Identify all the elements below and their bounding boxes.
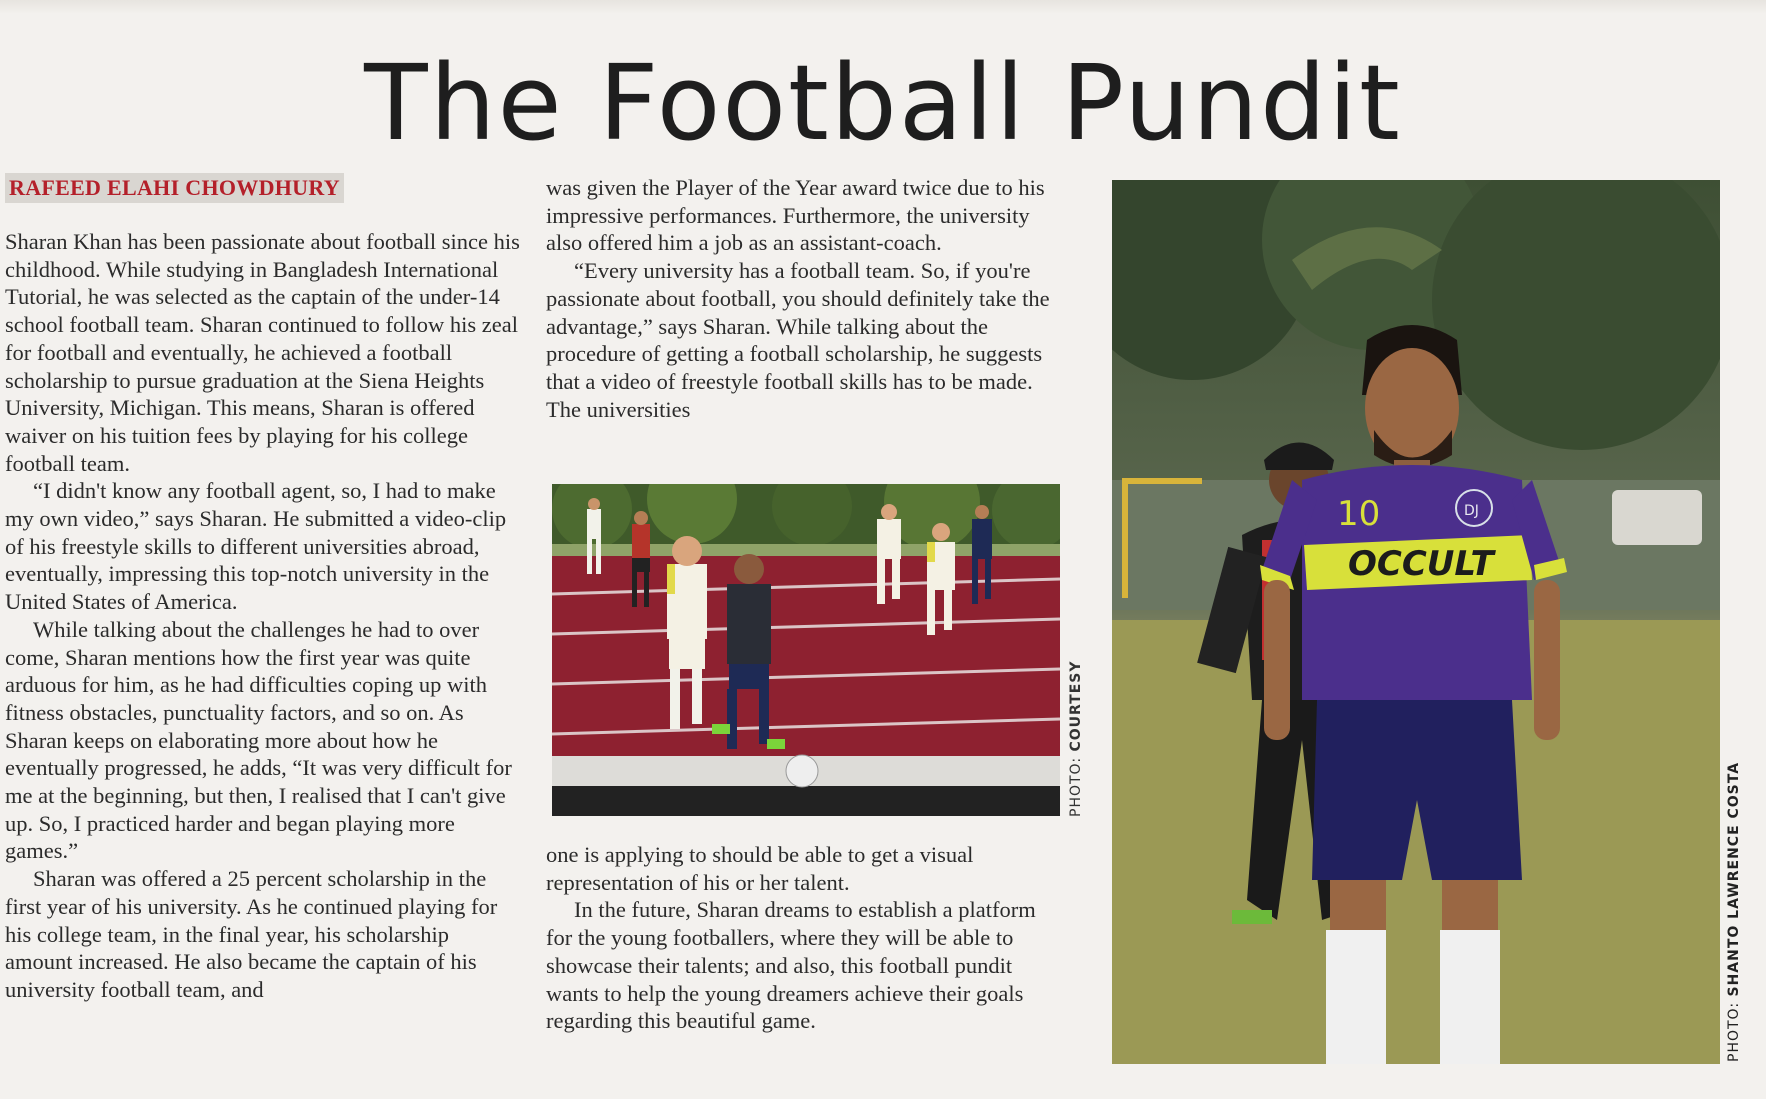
paragraph: While talking about the challenges he had to over come, Sharan mentions how the first year was quite arduous for him, as he had difficulties coping up with fitness obstacles, punctuality factors, and so on. As Sharan keeps on elaborating more about how he eventually progressed, he adds, “It was very difficult for me at the beginning, but then, I realised that I can't give up. So, I practiced harder and began playing more games.” [5, 616, 512, 864]
paragraph: “Every university has a football team. So, if you're passionate about football, you should definitely take the advantage,” says Sharan. While talking about the procedure of getting a football scholarship, he suggests that a video of freestyle football skills has to be made. The universities [546, 258, 1050, 422]
paragraph: Sharan Khan has been passionate about football since his childhood. While studying in Bangladesh International Tutorial, he was selected as the captain of the under-14 school football team. Sharan continued to follow his zeal for football and eventually, he achieved a football scholarship to pursue graduation at the Siena Heights University, Michigan. This means, Sharan is offered waiver on his tuition fees by playing for his college football team. [5, 229, 520, 476]
match-illustration [552, 484, 1060, 816]
photo-credit-small [1068, 660, 1084, 817]
credit-name: COURTESY [1068, 660, 1084, 752]
paragraph: “I didn't know any football agent, so, I had to make my own video,” says Sharan. He submitted a video-clip of his freestyle skills to different universities abroad, eventually, impressing this top-notch university in the United States of America. [5, 478, 507, 615]
top-edge [0, 0, 1766, 14]
byline: RAFEED ELAHI CHOWDHURY [5, 173, 344, 203]
article-column-1 [5, 228, 520, 1004]
paragraph: was given the Player of the Year award twice due to his impressive performances. Furthermore, the university also offered him a job as an assistant-coach. [546, 175, 1045, 256]
credit-name: SHANTO LAWRENCE COSTA [1726, 761, 1742, 997]
photo-credit-large [1726, 762, 1742, 1062]
article-column-2-bottom [546, 841, 1061, 1035]
article-column-2-top [546, 174, 1056, 423]
paragraph: In the future, Sharan dreams to establish a platform for the young footballers, where they will be able to showcase their talents; and also, this football pundit wants to help the young dreamers achieve their goals regarding this beautiful game. [546, 897, 1036, 1034]
player-illustration [1112, 180, 1720, 1064]
credit-prefix: PHOTO: [1068, 751, 1084, 817]
credit-prefix: PHOTO: [1726, 996, 1742, 1062]
paragraph: Sharan was offered a 25 percent scholarship in the first year of his university. As he continued playing for his college team, in the final year, his scholarship amount increased. He also became the captain of his university football team, and [5, 866, 498, 1002]
player-portrait-photo [1112, 180, 1720, 1064]
match-photo [552, 484, 1060, 816]
jersey-badge: DJ [1464, 503, 1479, 519]
jersey-number: 10 [1337, 494, 1381, 534]
paragraph: one is applying to should be able to get a visual representation of his or her talent. [546, 842, 974, 895]
jersey-sponsor: OCCULT [1348, 544, 1494, 584]
headline: The Football Pundit [364, 42, 1402, 164]
